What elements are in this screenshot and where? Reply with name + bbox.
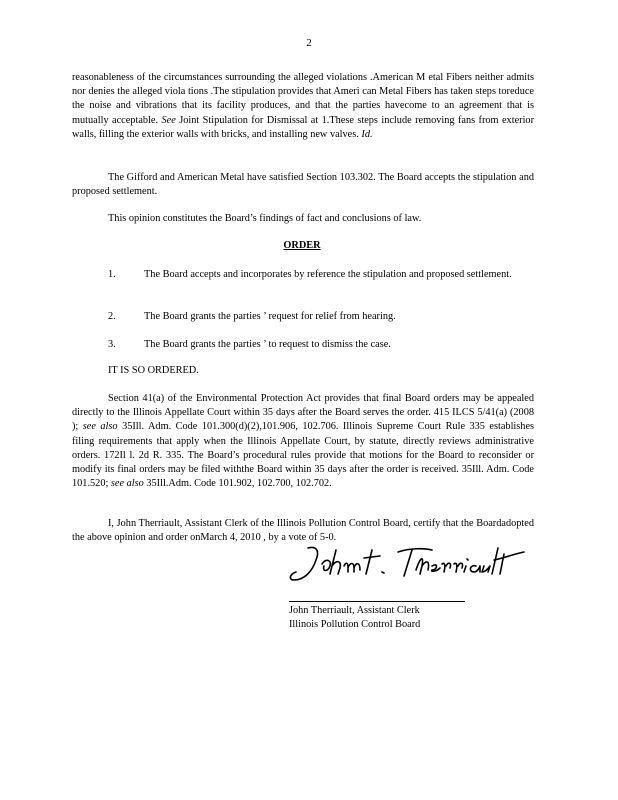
order-item-text: The Board grants the parties ’ to request to dismiss the case. [144, 339, 391, 350]
signature-block [289, 604, 420, 632]
page-number: 2 [306, 37, 312, 49]
paragraph-text: Joint Stipulation for Dismissal at 1.These steps include removing fans from exterior walls, filling the exterior walls with bricks, and installing new valves. [72, 114, 535, 140]
order-item-text: The Board accepts and incorporates by reference the stipulation and proposed settlement. [144, 269, 512, 280]
order-item-number: 3. [108, 339, 116, 350]
order-item-text: The Board grants the parties ’ request for relief from hearing. [144, 311, 396, 322]
paragraph-section-satisfied: The Gifford and American Metal have satisfied Section 103.302. The Board accepts the stipulation and proposed settlement. [72, 172, 534, 198]
citation-signal: Id. [361, 128, 373, 140]
citation-signal: see also [82, 421, 118, 433]
order-item-number: 1. [108, 269, 116, 280]
paragraph-findings: This opinion constitutes the Board’s findings of fact and conclusions of law. [108, 213, 422, 224]
signatory-name: John Therriault, Assistant Clerk [289, 605, 420, 616]
order-item-number: 2. [108, 311, 116, 322]
signature-line [289, 601, 465, 602]
order-heading: ORDER [283, 240, 321, 251]
paragraph-text: Section 41(a) of the Environmental Protection Act provides that final Board orders may be appealed directly to the Illinois Appellate Court within 35 days after the Board serves the order. 415 ILCS 5/41(a) (2008 ); [72, 393, 534, 433]
paragraph-text: 35Ill. Adm. Code 101.300(d)(2),101.906, 102.706. Illinois Supreme Court Rule 335 establishes filing requirements that apply when the Illinois Appellate Court, by statute, directly reviews administrative orders. 172Il l. 2d R. 335. The Board’s procedural rules provide that motions for the Board to reconsider or modify its final orders may be filed withthe Board within 35 days after the order is received. 35Ill. Adm. Code 101.520; [72, 421, 535, 490]
paragraph-certification: I, John Therriault, Assistant Clerk of the Illinois Pollution Control Board, certify that the Boardadopted the above opinion and order onMarch 4, 2010 , by a vote of 5-0. [72, 518, 534, 544]
paragraph-stipulation [72, 71, 534, 142]
handwritten-signature [286, 540, 526, 590]
paragraph-text: 35Ill.Adm. Code 101.902, 102.700, 102.702. [146, 478, 332, 490]
order-item [108, 310, 534, 324]
paragraph-text: reasonableness of the circumstances surrounding the alleged violations .American M etal Fibers neither admits nor denies the alleged viola tions .The stipulation provides that Ameri can Metal Fibers has taken steps toreduce the noise and vibrations that its facility produces, and that the parties havecome to an agreement that is mutually acceptable. [72, 72, 534, 126]
paragraph-appeal [72, 392, 534, 491]
citation-signal: see also [110, 478, 144, 490]
citation-signal: See [161, 114, 176, 126]
so-ordered: IT IS SO ORDERED. [108, 365, 199, 376]
order-item [108, 268, 534, 282]
signatory-organization: Illinois Pollution Control Board [289, 619, 421, 631]
order-item [108, 338, 534, 352]
